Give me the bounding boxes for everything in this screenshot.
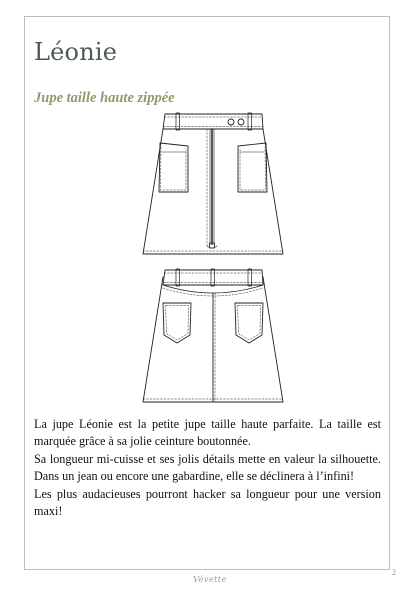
skirt-back-view (143, 269, 283, 402)
description-paragraph: La jupe Léonie est la petite jupe taille haute parfaite. La taille est marquée grâce à sa jolie ceinture boutonnée. (34, 417, 381, 449)
page-title: Léonie (34, 38, 118, 66)
description-paragraph: Sa longueur mi-cuisse et ses jolis détails mette en valeur la silhouette. Dans un jean ou encore une gabardine, elle se déclinera à l’infini! (34, 451, 381, 484)
skirt-technical-drawing (130, 108, 295, 408)
back-pocket-left (163, 303, 191, 343)
front-pocket-left (159, 143, 188, 192)
page-subtitle: Jupe taille haute zippée (34, 90, 175, 106)
brand-logo: Vévette (193, 575, 227, 584)
waistband-button (238, 119, 244, 125)
waistband-button (228, 119, 234, 125)
description-paragraph: Les plus audacieuses pourront hacker sa longueur pour une version maxi! (34, 486, 381, 519)
front-pocket-right (238, 143, 267, 192)
back-pocket-right (235, 303, 263, 343)
page-number: 2 (392, 568, 396, 577)
description (34, 416, 381, 520)
front-skirt-body (143, 129, 283, 254)
skirt-front-view (143, 113, 283, 254)
